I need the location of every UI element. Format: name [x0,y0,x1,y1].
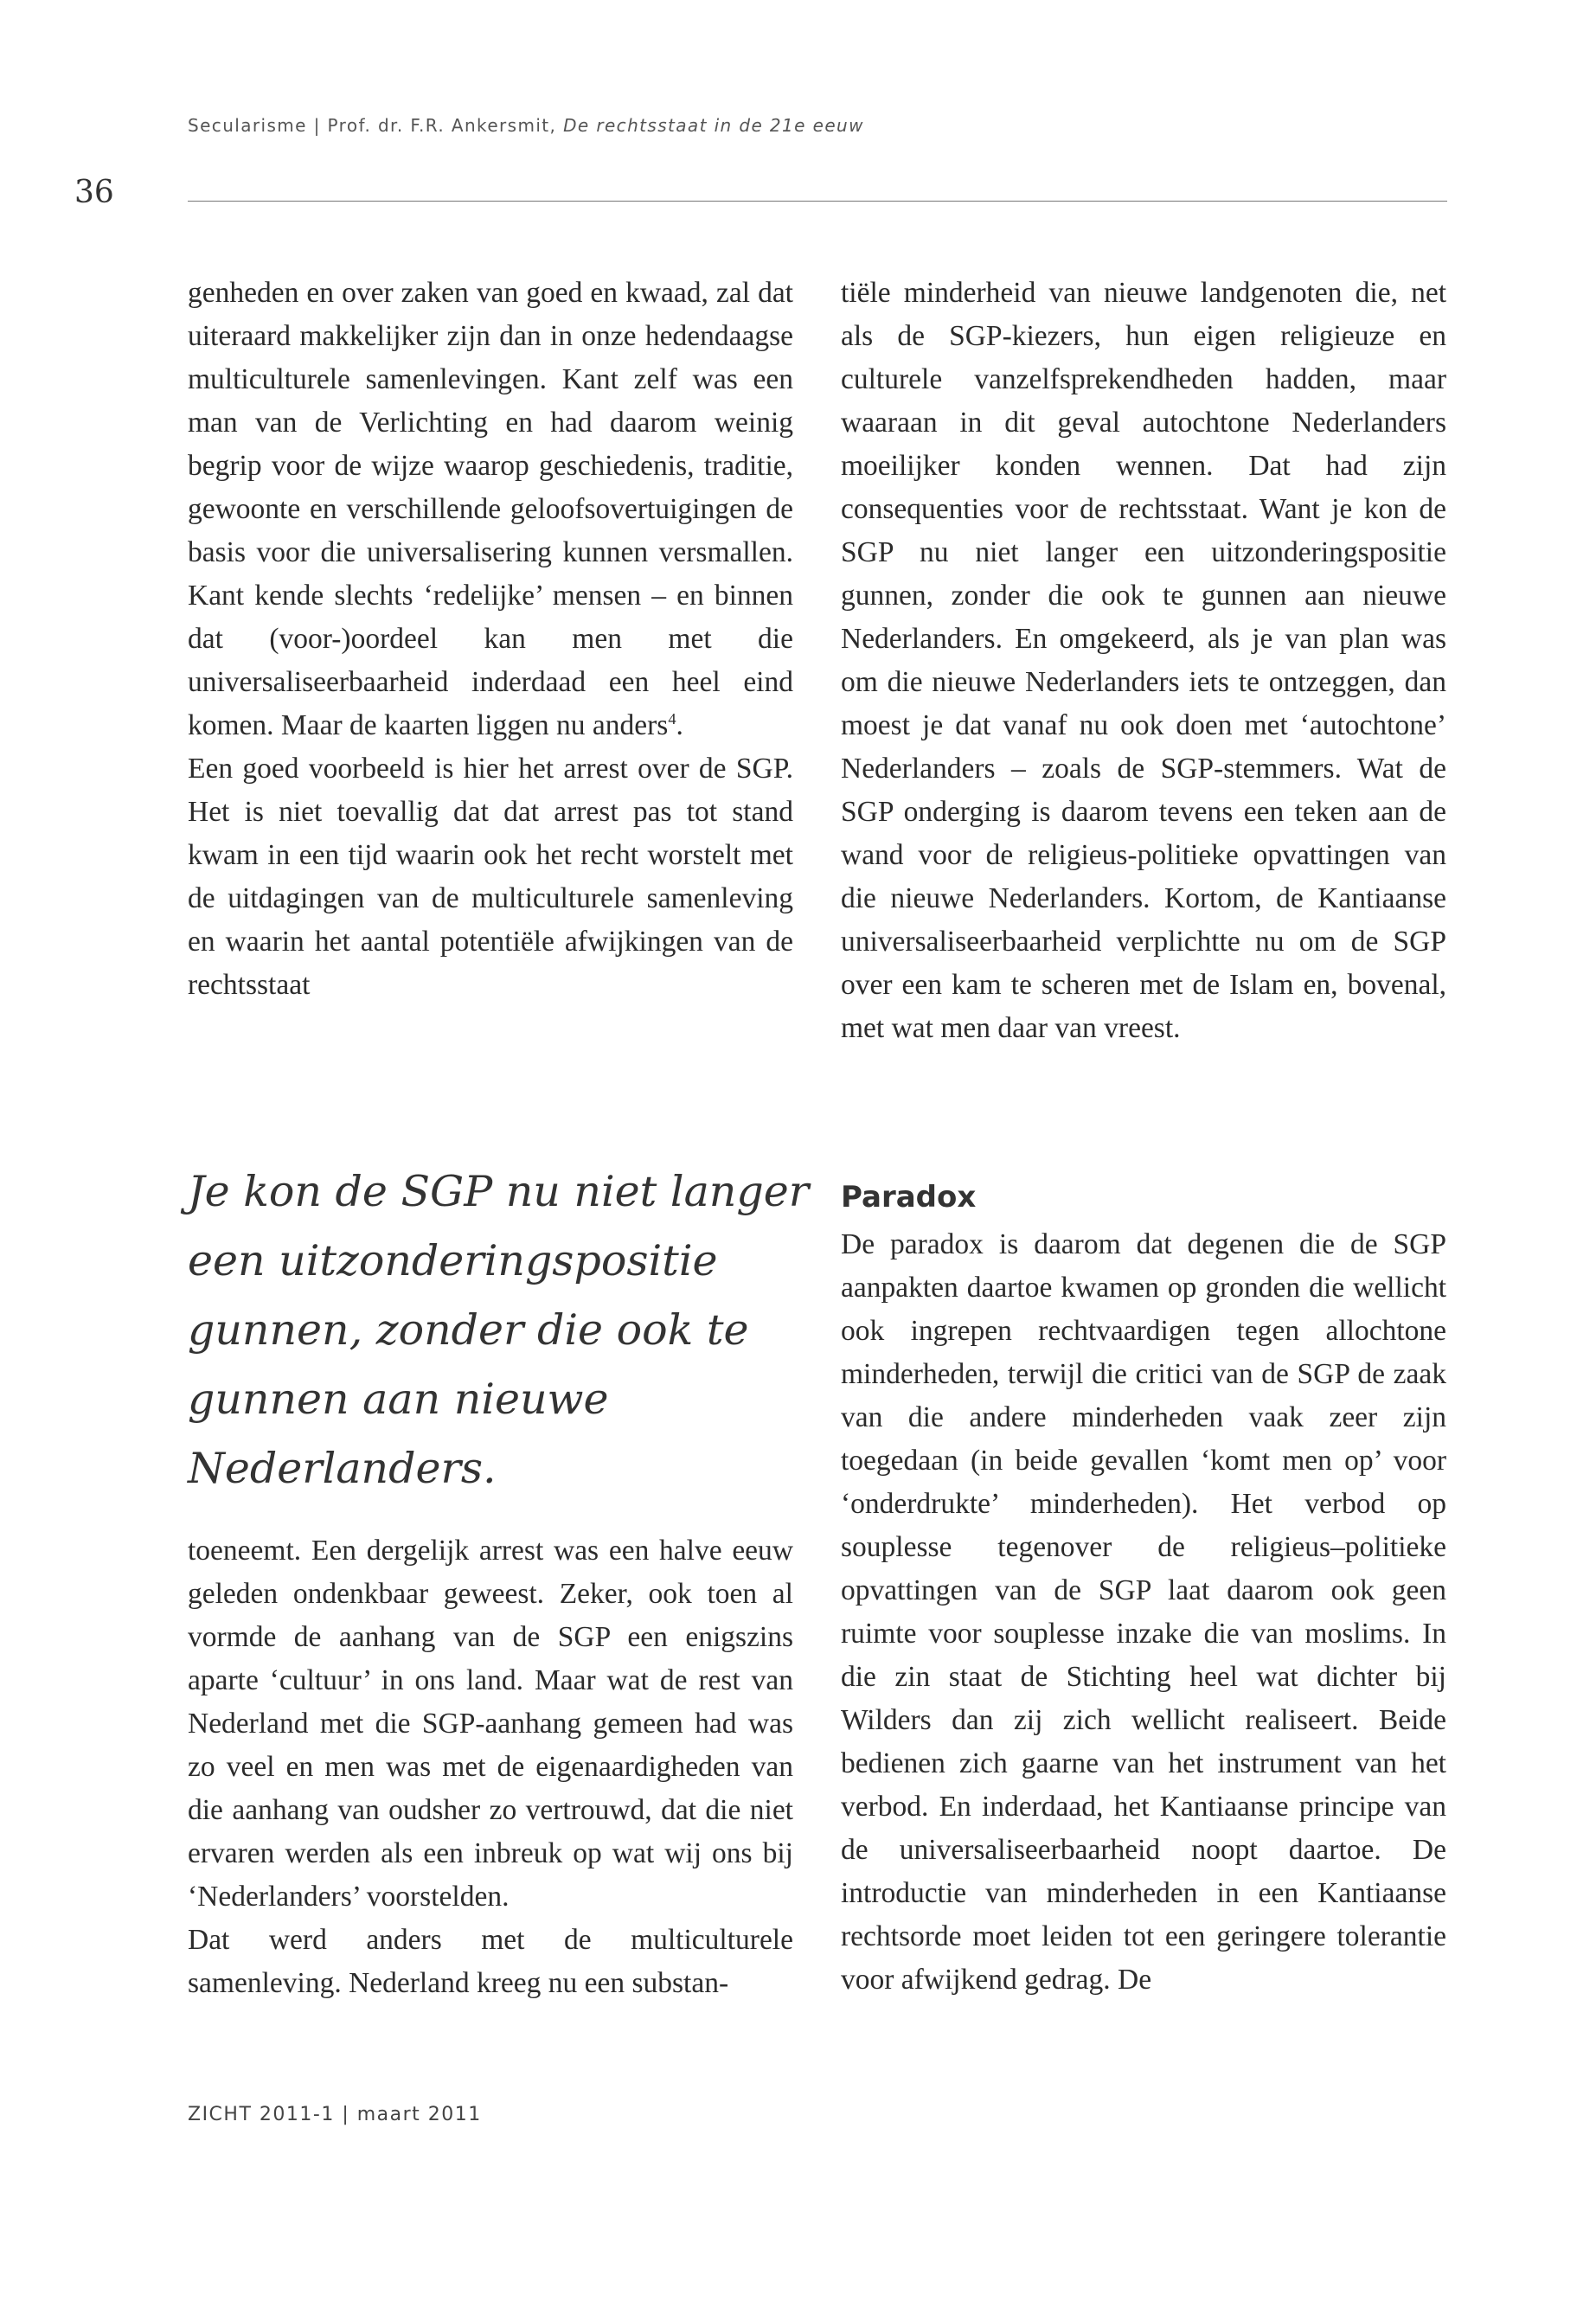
page-number: 36 [74,175,114,210]
pull-quote-text: Je kon de SGP nu niet langer een uitzonderingspositie gunnen, zonder die ook te gunnen aan nieuwe Nederlanders. [188,1167,810,1493]
left-paragraph-1 [188,272,793,747]
pull-quote [188,1157,828,1503]
left-column-bottom [188,1529,793,2005]
right-column-top [841,272,1446,1050]
left-paragraph-2: Een goed voorbeeld is hier het arrest over de SGP. Het is niet toevallig dat dat arrest pas tot stand kwam in een tijd waarin ook het recht worstelt met de uitdagingen van de multiculturele samenleving en waarin het aantal potentiële afwijkingen van de rechtsstaat [188,753,793,1001]
left-column-top [188,272,793,1007]
left-paragraph-1-end: . [676,709,683,741]
left-paragraph-1-text: genheden en over zaken van goed en kwaad, zal dat uiteraard makkelijker zijn dan in onze hedendaagse multiculturele samenlevingen. Kant zelf was een man van de Verlichting en had daarom weinig begrip voor de wijze waarop geschiedenis, traditie, gewoonte en verschillende geloofsovertuigingen de basis voor die universalisering kunnen versmallen. Kant kende slechts ‘redelijke’ mensen – en binnen dat (voor-)oordeel kan men met die universaliseerbaarheid inderdaad een heel eind komen. Maar de kaarten liggen nu anders [188,277,793,741]
running-head [188,115,864,136]
right-paragraph-1: tiële minderheid van nieuwe landgenoten die, net als de SGP-kiezers, hun eigen religieuze en culturele vanzelfsprekendheden hadden, maar waaraan in dit geval autochtone Nederlanders moeilijker konden wennen. Dat had zijn consequenties voor de rechtsstaat. Want je kon de SGP nu niet langer een uitzonderingspositie gunnen, zonder die ook te gunnen aan nieuwe Nederlanders. En omgekeerd, als je van plan was om die nieuwe Nederlanders iets te ontzeggen, dan moest je dat vanaf nu ook doen met ‘autochtone’ Nederlanders – zoals de SGP-stemmers. Wat de SGP onderging is daarom tevens een teken aan de wand voor de religieus-politieke opvattingen van die nieuwe Nederlanders. Kortom, de Kantiaanse universaliseerbaarheid verplichtte nu om de SGP over een kam te scheren met de Islam en, bovenal, met wat men daar van vreest. [841,277,1446,1044]
left-paragraph-3: toeneemt. Een dergelijk arrest was een halve eeuw geleden ondenkbaar geweest. Zeker, ook toen al vormde de aanhang van de SGP een enigszins aparte ‘cultuur’ in ons land. Maar wat de rest van Nederland met die SGP-aanhang gemeen had was zo veel en men was met de eigenaardigheden van die aanhang van oudsher zo vertrouwd, dat die niet ervaren werden als een inbreuk op wat wij ons bij ‘Nederlanders’ voorstelden. [188,1535,793,1913]
page-footer: ZICHT 2011-1 | maart 2011 [188,2104,482,2125]
right-column-bottom [841,1223,1446,2002]
running-head-title: De rechtsstaat in de 21e eeuw [563,115,864,136]
left-paragraph-4: Dat werd anders met de multiculturele samenleving. Nederland kreeg nu een substan- [188,1924,793,1999]
right-paragraph-2: De paradox is daarom dat degenen die de SGP aanpakten daartoe kwamen op gronden die wellicht ook ingrepen rechtvaardigen tegen allochtone minderheden, terwijl die critici van de SGP de zaak van die andere minderheden vaak zeer zijn toegedaan (in beide gevallen ‘komt men op’ voor ‘onderdrukte’ minderheden). Het verbod op souplesse tegenover de religieus–politieke opvattingen van de SGP laat daarom ook geen ruimte voor souplesse inzake die van moslims. In die zin staat de Stichting heel wat dichter bij Wilders dan zij zich wellicht realiseert. Beide bedienen zich gaarne van het instrument van het verbod. En inderdaad, het Kantiaanse principe van de universaliseerbaarheid noopt daartoe. De introductie van minderheden in een Kantiaanse rechtsorde moet leiden tot een geringere tolerantie voor afwijkend gedrag. De [841,1228,1446,1996]
footnote-reference: 4 [668,709,676,727]
running-head-prefix: Secularisme | Prof. dr. F.R. Ankersmit, [188,115,564,136]
header-divider [188,201,1447,202]
section-heading-paradox: Paradox [841,1180,977,1215]
